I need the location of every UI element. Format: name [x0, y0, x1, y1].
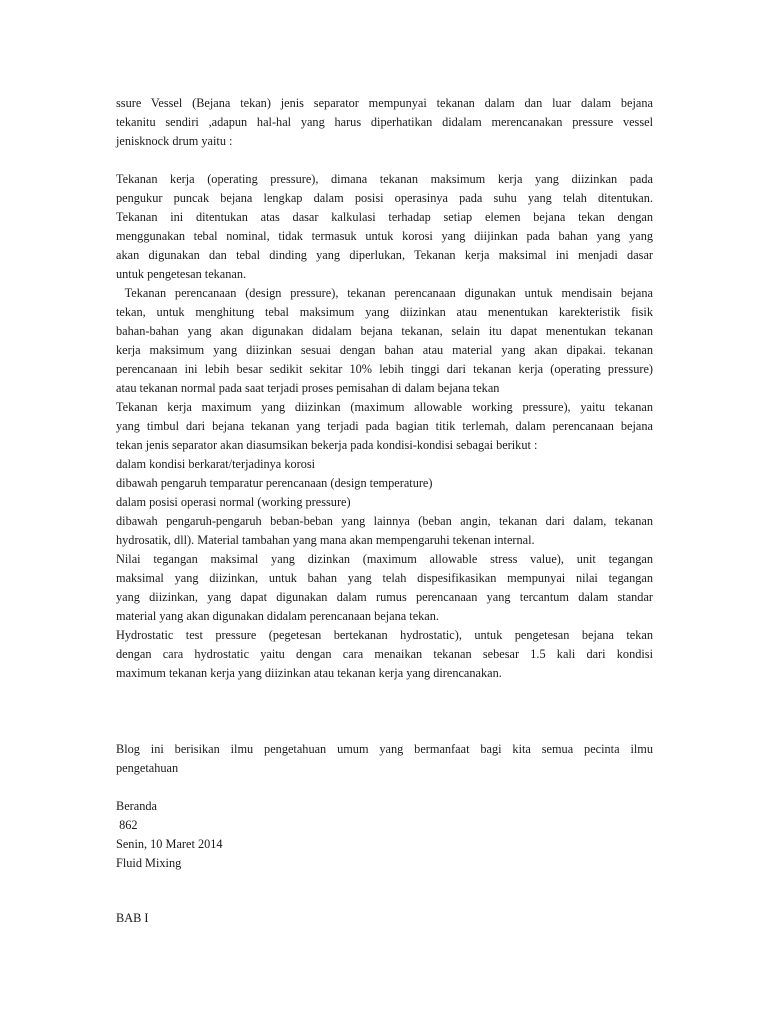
- paragraph-hydrostatic-test: [116, 626, 653, 683]
- text-line: tekanitu sendiri ,adapun hal-hal yang harus diperhatikan didalam merencanakan pressure vessel: [116, 115, 653, 129]
- text-line: tekan, untuk menghitung tebal maksimum yang diizinkan atau menentukan karekteristik fisik: [116, 305, 653, 319]
- text-line: Nilai tegangan maksimal yang dizinkan (maximum allowable stress value), unit tegangan: [116, 552, 653, 566]
- text-line: yang diizinkan, yang dapat digunakan dalam rumus perencanaan yang tercantum dalam standar: [116, 590, 653, 604]
- condition-list: [116, 455, 653, 512]
- chapter-heading: BAB I: [116, 911, 149, 925]
- text-line: Tekanan perencanaan (design pressure), tekanan perencanaan digunakan untuk mendisain bejana: [116, 286, 653, 300]
- text-line: Tekanan ini ditentukan atas dasar kalkulasi terhadap setiap elemen bejana tekan dengan: [116, 210, 653, 224]
- paragraph-intro: [116, 94, 653, 151]
- text-line: atau tekanan normal pada saat terjadi proses pemisahan di dalam bejana tekan: [116, 381, 500, 395]
- blog-footer: [116, 797, 653, 873]
- text-line: menggunakan tebal nominal, tidak termasuk untuk korosi yang diijinkan pada bahan yang yang: [116, 229, 653, 243]
- text-line: hydrosatik, dll). Material tambahan yang mana akan mempengaruhi tekenan internal.: [116, 533, 535, 547]
- blog-description: [116, 740, 653, 778]
- text-line: ssure Vessel (Bejana tekan) jenis separator mempunyai tekanan dalam dan luar dalam bejana: [116, 96, 653, 110]
- text-line: untuk pengetesan tekanan.: [116, 267, 247, 281]
- paragraph-operating-pressure: [116, 170, 653, 284]
- text-line: dengan cara hydrostatic yaitu dengan cara menaikan tekanan sebesar 1.5 kali dari kondisi: [116, 647, 653, 661]
- text-line: material yang akan digunakan didalam perencanaan bejana tekan.: [116, 609, 439, 623]
- text-line: tekan jenis separator akan diasumsikan bekerja pada kondisi-kondisi sebagai berikut :: [116, 438, 538, 452]
- view-count: 862: [116, 818, 138, 832]
- paragraph-mawp: [116, 398, 653, 455]
- text-line: Blog ini berisikan ilmu pengetahuan umum yang bermanfaat bagi kita semua pecinta ilmu: [116, 742, 653, 756]
- list-item: dalam kondisi berkarat/terjadinya korosi: [116, 457, 316, 471]
- text-line: akan digunakan dan tebal dinding yang diperlukan, Tekanan kerja maksimal ini menjadi dasar: [116, 248, 653, 262]
- text-line: pengukur puncak bejana lengkap dalam posisi operasinya pada suhu yang telah ditentukan.: [116, 191, 653, 205]
- post-date: Senin, 10 Maret 2014: [116, 837, 223, 851]
- text-line: maximum tekanan kerja yang diizinkan atau tekanan kerja yang direncanakan.: [116, 666, 502, 680]
- paragraph-design-pressure: [116, 284, 653, 398]
- text-line: pengetahuan: [116, 761, 179, 775]
- home-link[interactable]: Beranda: [116, 799, 157, 813]
- text-line: jenisknock drum yaitu :: [116, 134, 233, 148]
- paragraph-other-loads: [116, 512, 653, 550]
- text-line: Hydrostatic test pressure (pegetesan bertekanan hydrostatic), untuk pengetesan bejana tekan: [116, 628, 653, 642]
- text-line: maksimal yang diizinkan, untuk bahan yang telah dispesifikasikan mempunyai nilai tegangan: [116, 571, 653, 585]
- text-line: perencanaan ini lebih besar sedikit sekitar 10% lebih tinggi dari tekanan kerja (operating pressure): [116, 362, 653, 376]
- text-line: Tekanan kerja maximum yang diizinkan (maximum allowable working pressure), yaitu tekanan: [116, 400, 653, 414]
- list-item: dalam posisi operasi normal (working pressure): [116, 495, 351, 509]
- list-item: dibawah pengaruh temparatur perencanaan (design temperature): [116, 476, 433, 490]
- text-line: kerja maksimum yang diizinkan sesuai dengan bahan atau material yang akan dipakai. tekanan: [116, 343, 653, 357]
- text-line: bahan-bahan yang akan digunakan didalam bejana tekanan, selain itu dapat menentukan tekanan: [116, 324, 653, 338]
- text-line: dibawah pengaruh-pengaruh beban-beban yang lainnya (beban angin, tekanan dari dalam, tekanan: [116, 514, 653, 528]
- post-title[interactable]: Fluid Mixing: [116, 856, 182, 870]
- text-line: Tekanan kerja (operating pressure), dimana tekanan maksimum kerja yang diizinkan pada: [116, 172, 653, 186]
- text-line: yang timbul dari bejana tekanan yang terjadi pada bagian titik terlemah, dalam perencanaan bejana: [116, 419, 653, 433]
- paragraph-allowable-stress: [116, 550, 653, 626]
